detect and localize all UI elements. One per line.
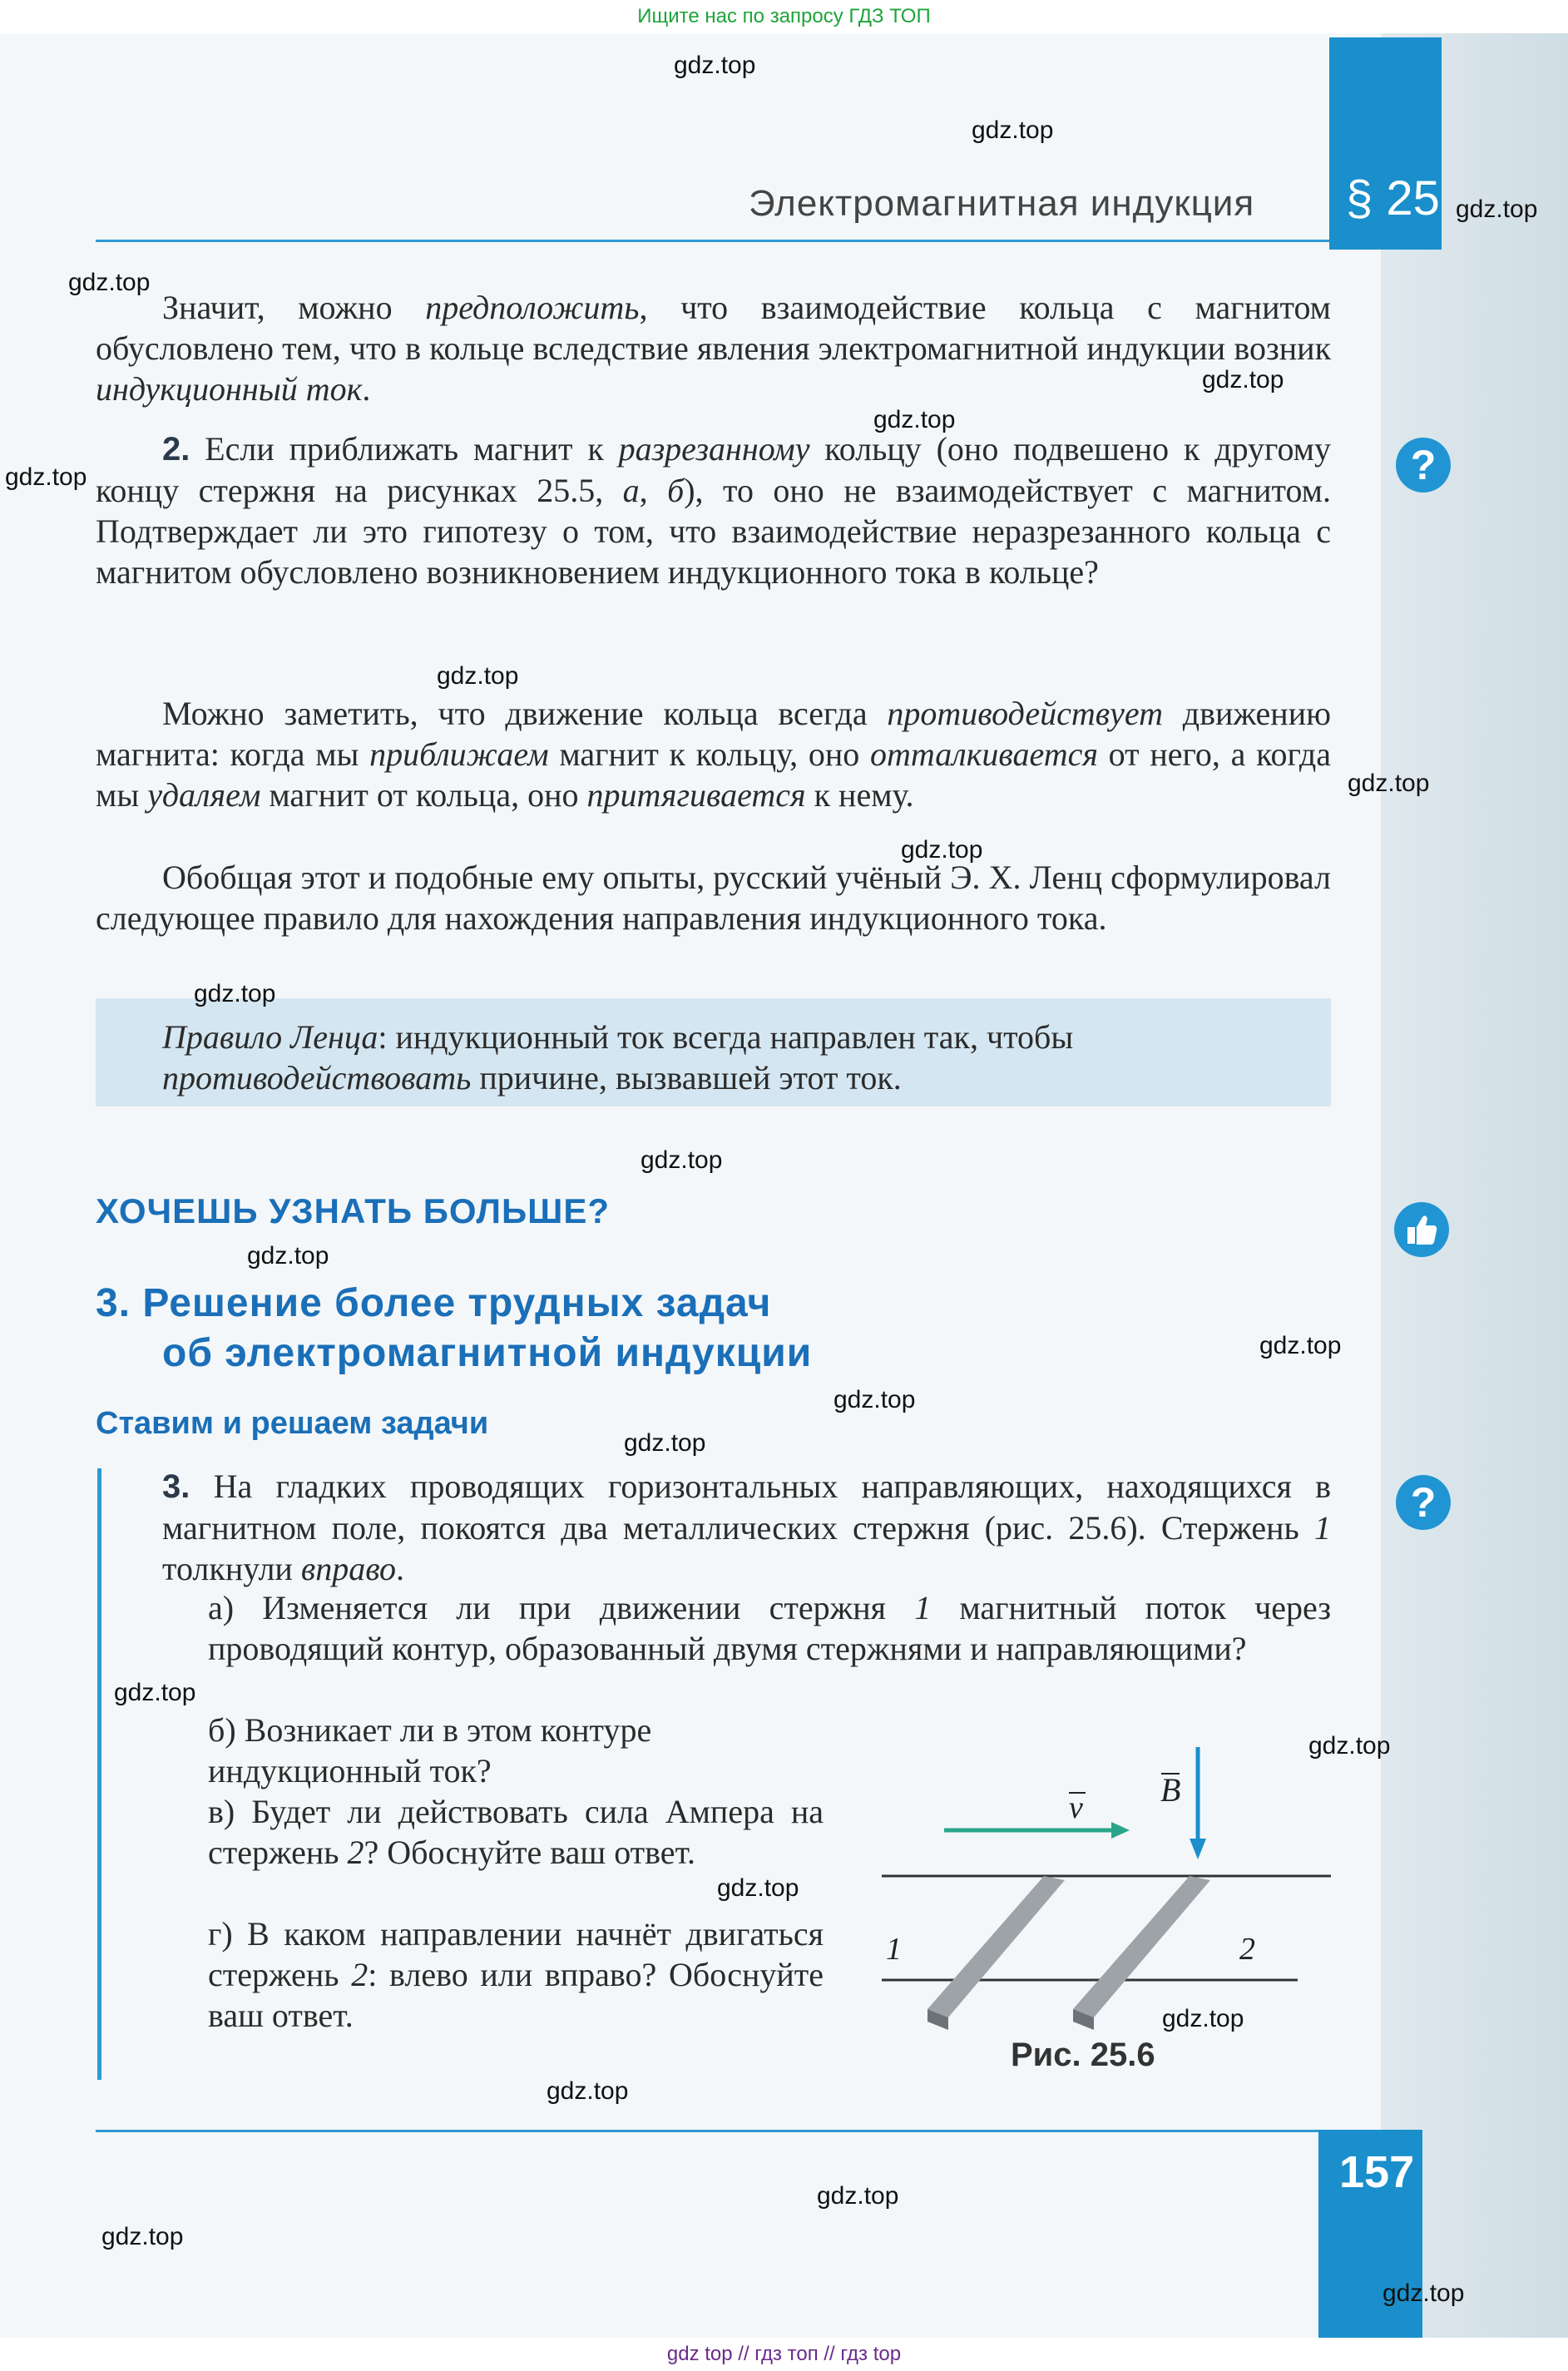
page-title: Электромагнитная индукция bbox=[749, 183, 1255, 224]
watermark: gdz.top bbox=[1259, 1332, 1342, 1359]
task-3-a bbox=[208, 1587, 1331, 1669]
watermark: gdz.top bbox=[194, 980, 276, 1007]
italic-span: предположить bbox=[425, 289, 640, 326]
text-span: , что взаимодействие кольца с магнитом обусловлено тем, что в кольце вследствие явления электромагнитной индукции возник bbox=[96, 289, 1331, 367]
watermark: gdz.top bbox=[901, 836, 983, 864]
watermark: gdz.top bbox=[437, 662, 519, 690]
italic-span: индукционный ток bbox=[96, 370, 363, 408]
text-span: магнит от кольца, оно bbox=[260, 776, 587, 814]
watermark: gdz.top bbox=[624, 1429, 706, 1457]
label-B: B bbox=[1160, 1771, 1181, 1809]
italic-span: приближаем bbox=[369, 735, 549, 773]
paragraph-4 bbox=[96, 857, 1331, 938]
item-label: в) bbox=[208, 1793, 235, 1830]
watermark: gdz.top bbox=[547, 2077, 629, 2105]
italic-span: противодействовать bbox=[162, 1059, 472, 1096]
paragraph-4-text: Обобщая этот и подобные ему опыты, русский учёный Э. Х. Ленц сформулировал следующее правило для нахождения направления индукционного тока. bbox=[96, 859, 1331, 937]
italic-span: удаляем bbox=[147, 776, 261, 814]
watermark: gdz.top bbox=[817, 2182, 899, 2210]
question-2 bbox=[96, 428, 1331, 592]
watermark: gdz.top bbox=[674, 52, 756, 79]
italic-span: 2 bbox=[351, 1956, 369, 1993]
section-3-line-2: об электромагнитной индукции bbox=[162, 1331, 813, 1375]
text-span: от него, а когда мы bbox=[96, 735, 1332, 814]
bottom-banner[interactable]: gdz top // гдз топ // гдз top bbox=[0, 2338, 1568, 2371]
thumbs-up-icon bbox=[1394, 1202, 1449, 1257]
text-span: магнит к кольцу, оно bbox=[548, 735, 870, 773]
italic-span: б bbox=[667, 472, 685, 509]
page-number: 157 bbox=[1339, 2147, 1415, 2197]
text-span: магнитный поток через проводящий контур, образованный двумя стержнями и направляющими? bbox=[208, 1589, 1332, 1667]
watermark: gdz.top bbox=[1383, 2279, 1465, 2307]
section-3-heading bbox=[96, 1279, 812, 1379]
field-arrowhead bbox=[1190, 1839, 1206, 1859]
text-span: : индукционный ток всегда направлен так, чтобы bbox=[378, 1018, 1074, 1056]
watermark: gdz.top bbox=[1162, 2005, 1244, 2032]
task-3-b bbox=[208, 1710, 832, 1791]
label-v: v bbox=[1069, 1790, 1083, 1825]
watermark: gdz.top bbox=[1202, 366, 1284, 394]
text-span: : влево или вправо? Обоснуйте ваш ответ. bbox=[208, 1956, 824, 2034]
text-span: . bbox=[396, 1550, 405, 1587]
figure-25-6 bbox=[865, 1730, 1339, 2080]
italic-span: 1 bbox=[914, 1589, 932, 1626]
section-3-line-1: 3. Решение более трудных задач bbox=[96, 1281, 772, 1325]
italic-span: разрезанному bbox=[618, 430, 810, 468]
text-span: толкнули bbox=[162, 1550, 301, 1587]
watermark: gdz.top bbox=[101, 2223, 184, 2250]
rule-name: Правило Ленца bbox=[162, 1018, 378, 1056]
text-span: Изменяется ли при движении стержня bbox=[262, 1589, 915, 1626]
velocity-arrowhead bbox=[1111, 1822, 1130, 1839]
label-1: 1 bbox=[886, 1932, 902, 1967]
watermark: gdz.top bbox=[1348, 770, 1430, 797]
item-label: б) bbox=[208, 1711, 236, 1749]
text-span: ? Обоснуйте ваш ответ. bbox=[364, 1834, 696, 1871]
header-divider bbox=[96, 240, 1329, 242]
task-3 bbox=[162, 1466, 1331, 1589]
italic-span: притягивается bbox=[586, 776, 806, 814]
italic-span: противодействует bbox=[887, 695, 1163, 732]
italic-span: а bbox=[622, 472, 640, 509]
watermark: gdz.top bbox=[717, 1874, 799, 1902]
italic-span: 2 bbox=[347, 1834, 364, 1871]
footer-divider bbox=[96, 2130, 1329, 2132]
paragraph-number: § 25 bbox=[1346, 171, 1440, 225]
text-span: кольцу (оно подвешено к другому концу стержня на рисунках 25.5, bbox=[96, 430, 1331, 509]
thumbs-up-glyph bbox=[1394, 1202, 1449, 1257]
watermark: gdz.top bbox=[1308, 1732, 1391, 1760]
item-label: г) bbox=[208, 1915, 233, 1953]
task-3-c bbox=[208, 1791, 824, 1873]
page-edge-shade bbox=[1381, 33, 1568, 2346]
text-span: Значит, можно bbox=[162, 289, 426, 326]
text-span: ), то оно не взаимодействует с магнитом. Подтверждает ли это гипотезу о том, что взаимодействие неразрезанного кольца с магнитом обусловлено возникновением индукционного тока в кольце? bbox=[96, 472, 1331, 591]
task-number: 3. bbox=[162, 1468, 190, 1505]
watermark: gdz.top bbox=[972, 116, 1054, 144]
paragraph-3 bbox=[96, 693, 1331, 815]
italic-span: отталкивается bbox=[870, 735, 1098, 773]
want-to-know-more-heading: ХОЧЕШЬ УЗНАТЬ БОЛЬШЕ? bbox=[96, 1191, 611, 1230]
paragraph-tab bbox=[1329, 37, 1442, 250]
paragraph-1 bbox=[96, 287, 1331, 409]
text-span: , bbox=[639, 472, 668, 509]
text-span: Возникает ли в этом контуре индукционный ток? bbox=[208, 1711, 652, 1789]
text-span: . bbox=[362, 370, 371, 408]
problems-subheading: Ставим и решаем задачи bbox=[96, 1406, 489, 1441]
watermark: gdz.top bbox=[68, 269, 151, 296]
question-icon: ? bbox=[1396, 438, 1451, 493]
watermark: gdz.top bbox=[873, 406, 956, 433]
top-banner[interactable]: Ищите нас по запросу ГДЗ ТОП bbox=[0, 0, 1568, 33]
lenz-rule bbox=[162, 1017, 1327, 1098]
watermark: gdz.top bbox=[247, 1242, 329, 1270]
task-3-d bbox=[208, 1913, 824, 2036]
watermark: gdz.top bbox=[833, 1386, 916, 1413]
watermark: gdz.top bbox=[641, 1146, 723, 1174]
rod-1 bbox=[927, 1876, 1065, 2017]
text-span: причине, вызвавшей этот ток. bbox=[471, 1059, 902, 1096]
label-2: 2 bbox=[1239, 1932, 1255, 1967]
question-icon-2: ? bbox=[1396, 1475, 1451, 1530]
text-span: Можно заметить, что движение кольца всегда bbox=[162, 695, 888, 732]
text-span: На гладких проводящих горизонтальных направляющих, находящихся в магнитном поле, покоятся два металлических стержня (рис. 25.6). Стержень bbox=[162, 1468, 1331, 1547]
rod-2 bbox=[1073, 1876, 1210, 2017]
text-span: Будет ли действовать сила Ампера на стержень bbox=[208, 1793, 824, 1871]
text-span: движению магнита: когда мы bbox=[96, 695, 1332, 773]
text-span: к нему. bbox=[805, 776, 914, 814]
watermark: gdz.top bbox=[5, 463, 87, 491]
italic-span: 1 bbox=[1314, 1509, 1331, 1547]
watermark: gdz.top bbox=[114, 1679, 196, 1706]
watermark: gdz.top bbox=[1456, 196, 1538, 223]
text-span: В каком направлении начнёт двигаться стержень bbox=[208, 1915, 824, 1993]
text-span: Если приближать магнит к bbox=[190, 430, 619, 468]
item-label: а) bbox=[208, 1589, 235, 1626]
question-number: 2. bbox=[162, 431, 190, 468]
task-side-bar bbox=[97, 1468, 101, 2080]
italic-span: вправо bbox=[300, 1550, 397, 1587]
figure-caption: Рис. 25.6 bbox=[1011, 2037, 1155, 2073]
